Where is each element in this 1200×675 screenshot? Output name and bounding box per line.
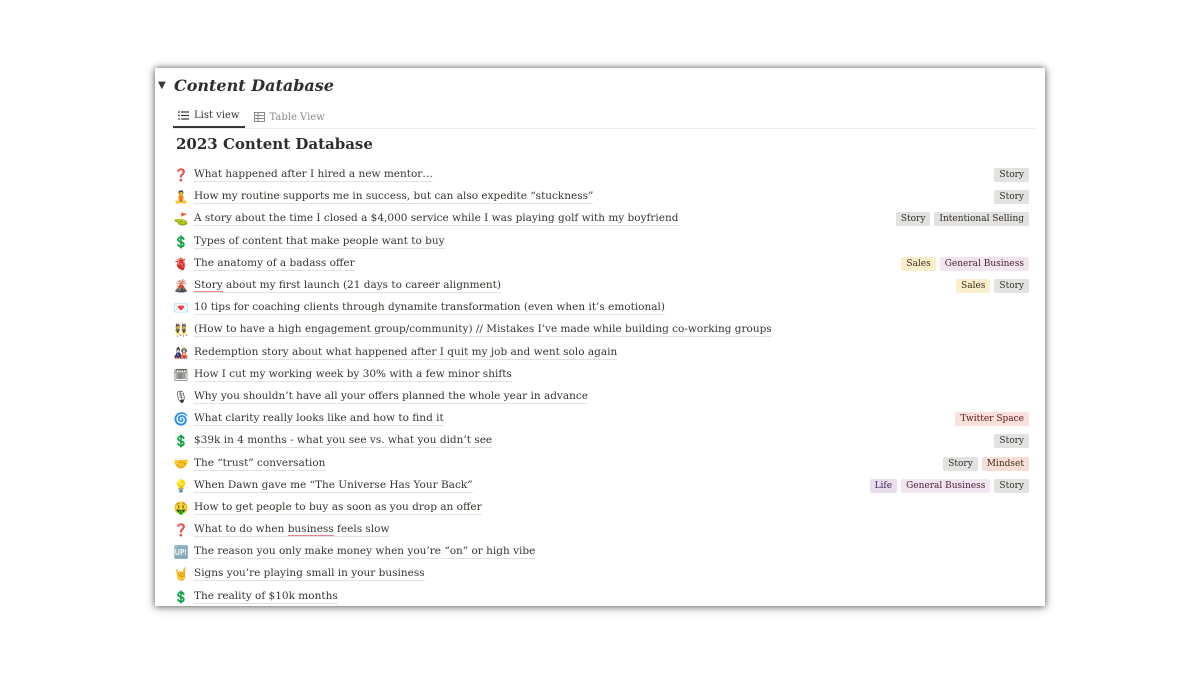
- list-item-title[interactable]: Types of content that make people want to buy: [194, 234, 445, 247]
- triangle-down-icon[interactable]: ▼: [158, 79, 166, 91]
- list-item[interactable]: [173, 364, 1029, 386]
- tag-list: [901, 257, 1029, 271]
- list-item[interactable]: [173, 541, 1029, 563]
- tab-list-view[interactable]: [173, 105, 245, 128]
- list-item-title[interactable]: A story about the time I closed a $4,000 service while I was playing golf with my boyfriend: [194, 212, 679, 225]
- dollar-sign-icon: 💲: [173, 589, 189, 604]
- light-bulb-icon: 💡: [173, 478, 189, 493]
- content-database-block: [155, 68, 1045, 606]
- list-item-title[interactable]: When Dawn gave me “The Universe Has Your Back”: [194, 478, 473, 491]
- view-title: 2023 Content Database: [176, 135, 373, 153]
- list-icon: [178, 110, 189, 121]
- list-item[interactable]: [173, 430, 1029, 452]
- money-face-icon: 🤑: [173, 500, 189, 515]
- list-item-title[interactable]: What happened after I hired a new mentor…: [194, 168, 433, 181]
- list-item-title[interactable]: The reason you only make money when you’re “on” or high vibe: [194, 545, 536, 558]
- list-item[interactable]: [173, 231, 1029, 253]
- list-item-title[interactable]: How my routine supports me in success, but can also expedite “stuckness”: [194, 190, 594, 203]
- up-button-icon: 🆙: [173, 545, 189, 560]
- dolls-icon: 🎎: [173, 345, 189, 360]
- spellcheck-word: business: [287, 523, 334, 536]
- list-item[interactable]: [173, 297, 1029, 319]
- list-item[interactable]: [173, 586, 1029, 606]
- dollar-sign-icon: 💲: [173, 434, 189, 449]
- tag-badge[interactable]: Sales: [901, 257, 935, 271]
- list-item[interactable]: [173, 253, 1029, 275]
- dollar-sign-icon: 💲: [173, 234, 189, 249]
- question-mark-icon: ❓: [173, 168, 189, 183]
- list-item-title[interactable]: How to get people to buy as soon as you drop an offer: [194, 500, 482, 513]
- list-item[interactable]: [173, 208, 1029, 230]
- list-item-title[interactable]: What clarity really looks like and how to find it: [194, 412, 444, 425]
- title-text: What to do when: [194, 523, 288, 536]
- tag-badge[interactable]: Story: [994, 434, 1029, 448]
- list-item[interactable]: [173, 519, 1029, 541]
- list-item[interactable]: [173, 563, 1029, 585]
- list-item-title[interactable]: [194, 279, 501, 293]
- tag-list: [994, 434, 1029, 448]
- love-letter-icon: 💌: [173, 301, 189, 316]
- tag-list: [994, 168, 1029, 182]
- content-list: [173, 164, 1029, 606]
- list-item-title[interactable]: Redemption story about what happened after I quit my job and went solo again: [194, 345, 618, 358]
- list-item[interactable]: [173, 342, 1029, 364]
- title-text: feels slow: [333, 523, 390, 536]
- list-item[interactable]: [173, 452, 1029, 474]
- list-item[interactable]: [173, 408, 1029, 430]
- list-item-title[interactable]: 10 tips for coaching clients through dynamite transformation (even when it’s emotional): [194, 301, 665, 314]
- tag-list: [870, 479, 1029, 493]
- tag-badge[interactable]: Story: [896, 212, 931, 226]
- tab-label: Table View: [269, 111, 325, 123]
- tag-list: [956, 279, 1029, 293]
- tag-badge[interactable]: General Business: [901, 479, 990, 493]
- database-header: [155, 74, 334, 96]
- list-item-title[interactable]: The “trust” conversation: [194, 456, 326, 469]
- list-item[interactable]: [173, 386, 1029, 408]
- tag-badge[interactable]: Story: [994, 279, 1029, 293]
- meditation-icon: 🧘: [173, 190, 189, 205]
- anatomical-heart-icon: 🫀: [173, 256, 189, 271]
- handshake-icon: 🤝: [173, 456, 189, 471]
- tag-badge[interactable]: Sales: [956, 279, 990, 293]
- list-item[interactable]: [173, 186, 1029, 208]
- spellcheck-word: Story: [194, 279, 223, 292]
- people-group-icon: 👯: [173, 323, 189, 338]
- list-item-title[interactable]: Signs you’re playing small in your business: [194, 567, 425, 580]
- tag-list: [943, 457, 1029, 471]
- list-item[interactable]: [173, 164, 1029, 186]
- tag-list: [955, 412, 1029, 426]
- tag-list: [994, 190, 1029, 204]
- list-item[interactable]: [173, 475, 1029, 497]
- rock-hand-icon: 🤘: [173, 567, 189, 582]
- list-item-title[interactable]: Why you shouldn’t have all your offers planned the whole year in advance: [194, 389, 588, 402]
- tab-table-view[interactable]: [249, 106, 330, 128]
- list-item-title[interactable]: The reality of $10k months: [194, 589, 338, 602]
- tag-badge[interactable]: Story: [994, 190, 1029, 204]
- list-item[interactable]: [173, 497, 1029, 519]
- list-item-title[interactable]: [194, 523, 389, 537]
- database-title[interactable]: Content Database: [174, 75, 334, 95]
- tag-badge[interactable]: Life: [870, 479, 898, 493]
- table-icon: [254, 112, 265, 123]
- tag-badge[interactable]: Twitter Space: [955, 412, 1029, 426]
- tag-badge[interactable]: Intentional Selling: [934, 212, 1029, 226]
- microphone-icon: 🎙: [173, 389, 189, 404]
- cyclone-icon: 🌀: [173, 412, 189, 427]
- tab-label: List view: [194, 110, 240, 121]
- list-item[interactable]: [173, 275, 1029, 297]
- volcano-icon: 🌋: [173, 279, 189, 294]
- list-item-title[interactable]: (How to have a high engagement group/community) // Mistakes I’ve made while building co-working groups: [194, 323, 772, 336]
- tag-badge[interactable]: Story: [994, 479, 1029, 493]
- tag-badge[interactable]: Mindset: [982, 457, 1029, 471]
- view-tabs: [173, 104, 1035, 129]
- list-item-title[interactable]: The anatomy of a badass offer: [194, 256, 355, 269]
- list-item-title[interactable]: $39k in 4 months - what you see vs. what you didn’t see: [194, 434, 493, 447]
- list-item-title[interactable]: How I cut my working week by 30% with a few minor shifts: [194, 367, 512, 380]
- golf-flag-icon: ⛳: [173, 212, 189, 227]
- list-item[interactable]: [173, 319, 1029, 341]
- tag-badge[interactable]: Story: [994, 168, 1029, 182]
- title-text: about my first launch (21 days to career alignment): [222, 279, 501, 292]
- question-mark-icon: ❓: [173, 523, 189, 538]
- calendar-icon: 🗓: [173, 367, 189, 382]
- tag-badge[interactable]: Story: [943, 457, 978, 471]
- tag-list: [896, 212, 1029, 226]
- tag-badge[interactable]: General Business: [940, 257, 1029, 271]
